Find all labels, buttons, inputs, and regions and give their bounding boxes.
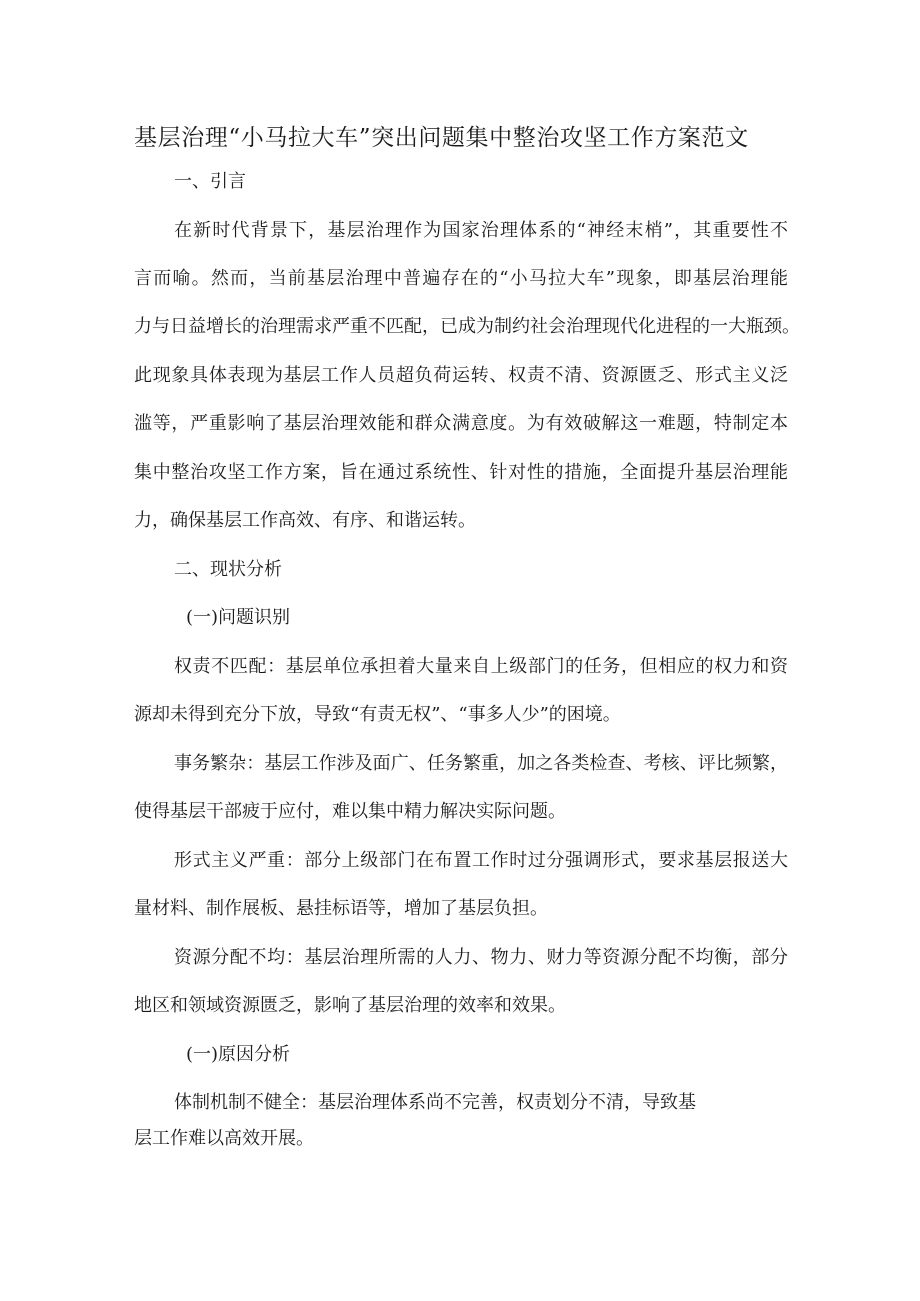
paragraph-line: 事务繁杂：基层工作涉及面广、任务繁重，加之各类检查、考核、评比频繁， bbox=[174, 753, 788, 774]
section-heading-status-analysis: 二、现状分析 bbox=[174, 559, 282, 580]
subsection-heading-cause-analysis: (一)原因分析 bbox=[186, 1044, 291, 1065]
paragraph-line: 使得基层干部疲于应付，难以集中精力解决实际问题。 bbox=[134, 801, 566, 822]
paragraph-line: 体制机制不健全：基层治理体系尚不完善，权责划分不清，导致基 bbox=[174, 1092, 696, 1113]
document-title: 基层治理“小马拉大车”突出问题集中整治攻坚工作方案范文 bbox=[134, 125, 749, 151]
paragraph-line: 量材料、制作展板、悬挂标语等，增加了基层负担。 bbox=[134, 898, 548, 919]
paragraph-line: 形式主义严重：部分上级部门在布置工作时过分强调形式，要求基层报送大 bbox=[174, 850, 788, 871]
paragraph-line: 力与日益增长的治理需求严重不匹配，已成为制约社会治理现代化进程的一大瓶颈。 bbox=[134, 316, 800, 337]
paragraph-line: 此现象具体表现为基层工作人员超负荷运转、权责不清、资源匮乏、形式主义泛 bbox=[134, 365, 788, 386]
paragraph-line: 滥等，严重影响了基层治理效能和群众满意度。为有效破解这一难题，特制定本 bbox=[134, 413, 788, 434]
paragraph-line: 力，确保基层工作高效、有序、和谐运转。 bbox=[134, 510, 476, 531]
paragraph-line: 资源分配不均：基层治理所需的人力、物力、财力等资源分配不均衡，部分 bbox=[174, 947, 788, 968]
section-heading-introduction: 一、引言 bbox=[174, 171, 246, 192]
paragraph-line: 地区和领域资源匮乏，影响了基层治理的效率和效果。 bbox=[134, 995, 566, 1016]
paragraph-line: 言而喻。然而，当前基层治理中普遍存在的“小马拉大车”现象，即基层治理能 bbox=[134, 268, 788, 289]
paragraph-line: 集中整治攻坚工作方案，旨在通过系统性、针对性的措施，全面提升基层治理能 bbox=[134, 462, 788, 483]
paragraph-line: 源却未得到充分下放，导致“有责无权”、“事多人少”的困境。 bbox=[134, 704, 621, 725]
paragraph-line: 在新时代背景下，基层治理作为国家治理体系的“神经末梢”，其重要性不 bbox=[174, 220, 788, 241]
paragraph-line: 层工作难以高效开展。 bbox=[134, 1128, 314, 1149]
paragraph-line: 权责不匹配：基层单位承担着大量来自上级部门的任务，但相应的权力和资 bbox=[174, 656, 788, 677]
subsection-heading-problem-identification: (一)问题识别 bbox=[186, 607, 291, 628]
